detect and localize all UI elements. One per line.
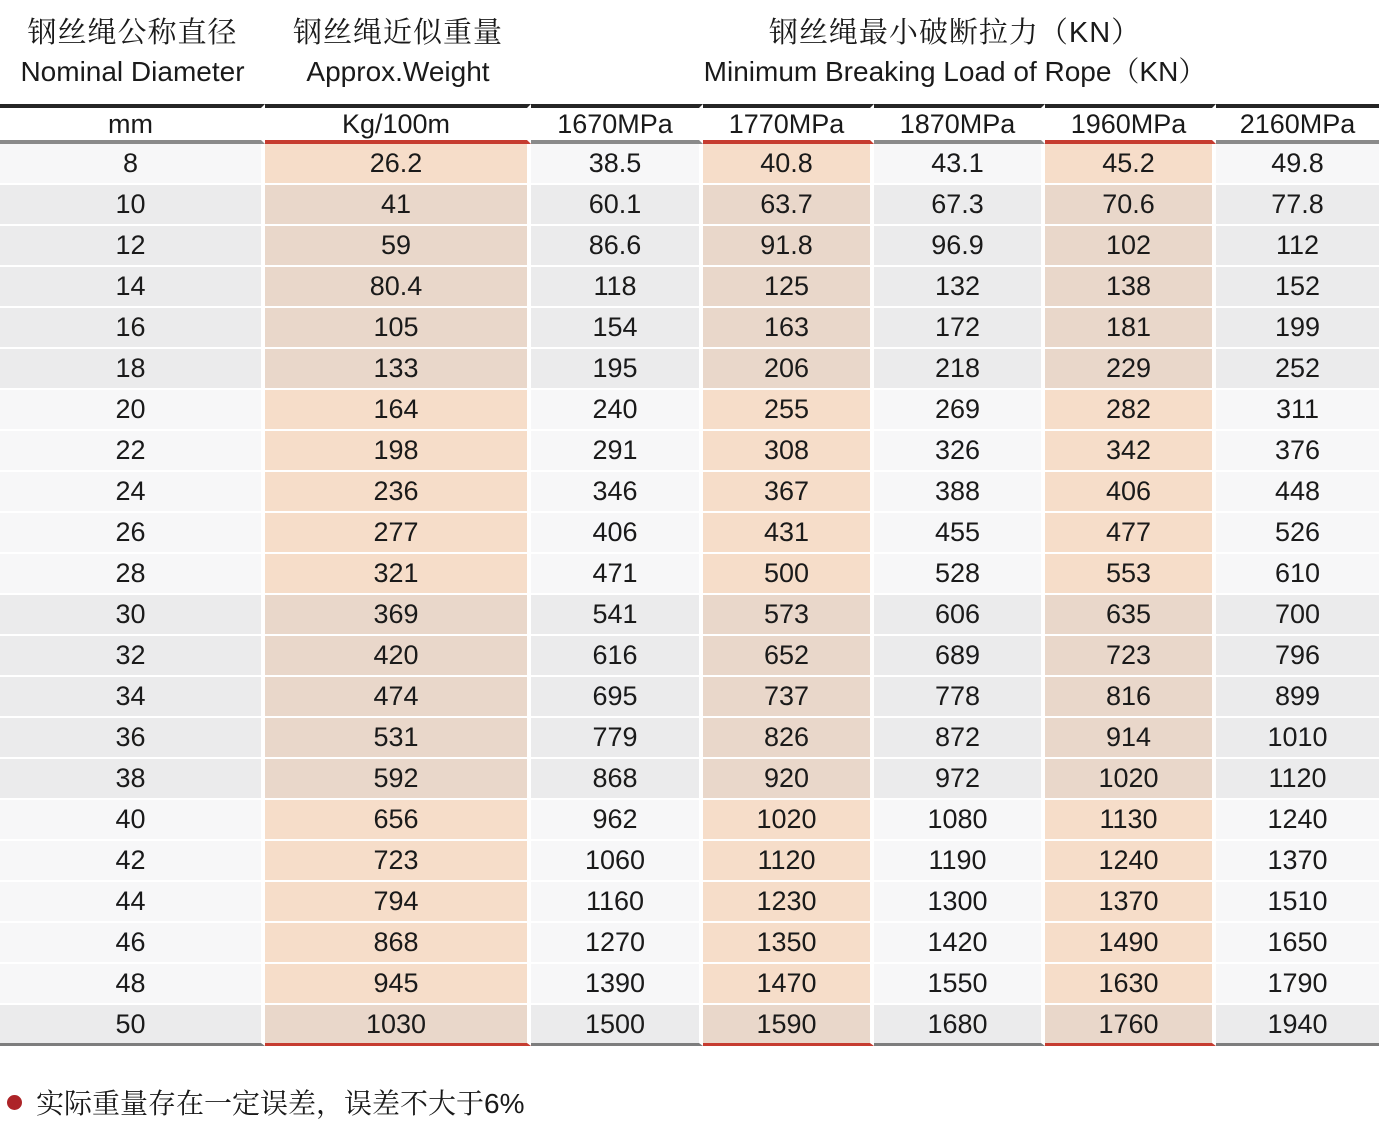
cell: 606 <box>874 595 1045 636</box>
cell: 50 <box>0 1005 265 1046</box>
cell: 26 <box>0 513 265 554</box>
cell: 635 <box>1045 595 1216 636</box>
cell: 346 <box>531 472 703 513</box>
cell: 406 <box>531 513 703 554</box>
cell: 920 <box>703 759 874 800</box>
cell: 1650 <box>1216 923 1379 964</box>
table-row <box>0 595 1379 636</box>
cell: 30 <box>0 595 265 636</box>
cell: 1370 <box>1045 882 1216 923</box>
cell: 1300 <box>874 882 1045 923</box>
cell: 60.1 <box>531 185 703 226</box>
cell: 816 <box>1045 677 1216 718</box>
cell: 500 <box>703 554 874 595</box>
cell: 652 <box>703 636 874 677</box>
cell: 1270 <box>531 923 703 964</box>
cell: 406 <box>1045 472 1216 513</box>
cell: 1790 <box>1216 964 1379 1005</box>
table-row <box>0 882 1379 923</box>
cell: 1390 <box>531 964 703 1005</box>
cell: 16 <box>0 308 265 349</box>
cell: 471 <box>531 554 703 595</box>
cell: 826 <box>703 718 874 759</box>
cell: 206 <box>703 349 874 390</box>
table-row <box>0 677 1379 718</box>
table-row <box>0 636 1379 677</box>
cell: 1630 <box>1045 964 1216 1005</box>
cell: 40 <box>0 800 265 841</box>
header-group-row <box>0 0 1379 104</box>
cell: 240 <box>531 390 703 431</box>
cell: 868 <box>265 923 531 964</box>
column-header-1770mpa: 1770MPa <box>703 104 874 144</box>
cell: 972 <box>874 759 1045 800</box>
cell: 616 <box>531 636 703 677</box>
cell: 1510 <box>1216 882 1379 923</box>
cell: 152 <box>1216 267 1379 308</box>
cell: 1240 <box>1216 800 1379 841</box>
cell: 10 <box>0 185 265 226</box>
column-header-kg-100m: Kg/100m <box>265 104 531 144</box>
cell: 1160 <box>531 882 703 923</box>
cell: 172 <box>874 308 1045 349</box>
cell: 723 <box>265 841 531 882</box>
cell: 198 <box>265 431 531 472</box>
cell: 737 <box>703 677 874 718</box>
cell: 321 <box>265 554 531 595</box>
footnote <box>0 1082 1379 1122</box>
cell: 388 <box>874 472 1045 513</box>
cell: 1240 <box>1045 841 1216 882</box>
cell: 163 <box>703 308 874 349</box>
cell: 1020 <box>703 800 874 841</box>
cell: 1490 <box>1045 923 1216 964</box>
cell: 164 <box>265 390 531 431</box>
cell: 526 <box>1216 513 1379 554</box>
cell: 794 <box>265 882 531 923</box>
column-header-1960mpa: 1960MPa <box>1045 104 1216 144</box>
cell: 105 <box>265 308 531 349</box>
cell: 41 <box>265 185 531 226</box>
cell: 700 <box>1216 595 1379 636</box>
cell: 541 <box>531 595 703 636</box>
cell: 311 <box>1216 390 1379 431</box>
cell: 1350 <box>703 923 874 964</box>
column-header-mm: mm <box>0 104 265 144</box>
footnote-text: 实际重量存在一定误差，误差不大于6% <box>36 1088 525 1119</box>
cell: 1470 <box>703 964 874 1005</box>
cell: 689 <box>874 636 1045 677</box>
column-header-1670mpa: 1670MPa <box>531 104 703 144</box>
table-row <box>0 390 1379 431</box>
cell: 96.9 <box>874 226 1045 267</box>
cell: 868 <box>531 759 703 800</box>
cell: 28 <box>0 554 265 595</box>
cell: 70.6 <box>1045 185 1216 226</box>
cell: 32 <box>0 636 265 677</box>
cell: 138 <box>1045 267 1216 308</box>
cell: 455 <box>874 513 1045 554</box>
column-header-2160mpa: 2160MPa <box>1216 104 1379 144</box>
cell: 420 <box>265 636 531 677</box>
cell: 656 <box>265 800 531 841</box>
cell: 42 <box>0 841 265 882</box>
cell: 1020 <box>1045 759 1216 800</box>
table-row <box>0 964 1379 1005</box>
header-breaking-load <box>531 0 1379 104</box>
cell: 91.8 <box>703 226 874 267</box>
cell: 80.4 <box>265 267 531 308</box>
table-row <box>0 759 1379 800</box>
cell: 448 <box>1216 472 1379 513</box>
cell: 63.7 <box>703 185 874 226</box>
column-header-1870mpa: 1870MPa <box>874 104 1045 144</box>
cell: 899 <box>1216 677 1379 718</box>
cell: 255 <box>703 390 874 431</box>
cell: 477 <box>1045 513 1216 554</box>
cell: 1680 <box>874 1005 1045 1046</box>
cell: 102 <box>1045 226 1216 267</box>
cell: 26.2 <box>265 144 531 185</box>
cell: 48 <box>0 964 265 1005</box>
cell: 46 <box>0 923 265 964</box>
cell: 553 <box>1045 554 1216 595</box>
table-row <box>0 718 1379 759</box>
header-approx-weight <box>265 0 531 104</box>
cell: 195 <box>531 349 703 390</box>
cell: 573 <box>703 595 874 636</box>
table-row <box>0 841 1379 882</box>
cell: 1010 <box>1216 718 1379 759</box>
table-row <box>0 144 1379 185</box>
cell: 1420 <box>874 923 1045 964</box>
cell: 342 <box>1045 431 1216 472</box>
cell: 376 <box>1216 431 1379 472</box>
table-row <box>0 267 1379 308</box>
cell: 1590 <box>703 1005 874 1046</box>
table-row <box>0 800 1379 841</box>
cell: 22 <box>0 431 265 472</box>
cell: 1230 <box>703 882 874 923</box>
cell: 1940 <box>1216 1005 1379 1046</box>
cell: 1030 <box>265 1005 531 1046</box>
header-nominal-diameter-zh: 钢丝绳公称直径 <box>27 17 238 49</box>
table-row <box>0 349 1379 390</box>
cell: 20 <box>0 390 265 431</box>
cell: 308 <box>703 431 874 472</box>
cell: 112 <box>1216 226 1379 267</box>
cell: 40.8 <box>703 144 874 185</box>
cell: 133 <box>265 349 531 390</box>
table-row <box>0 472 1379 513</box>
cell: 125 <box>703 267 874 308</box>
cell: 1120 <box>1216 759 1379 800</box>
table-row <box>0 308 1379 349</box>
cell: 610 <box>1216 554 1379 595</box>
cell: 1370 <box>1216 841 1379 882</box>
cell: 86.6 <box>531 226 703 267</box>
cell: 38 <box>0 759 265 800</box>
cell: 181 <box>1045 308 1216 349</box>
cell: 49.8 <box>1216 144 1379 185</box>
header-approx-weight-zh: 钢丝绳近似重量 <box>292 17 503 49</box>
cell: 1120 <box>703 841 874 882</box>
cell: 291 <box>531 431 703 472</box>
cell: 778 <box>874 677 1045 718</box>
cell: 14 <box>0 267 265 308</box>
cell: 592 <box>265 759 531 800</box>
cell: 326 <box>874 431 1045 472</box>
cell: 1760 <box>1045 1005 1216 1046</box>
table-row <box>0 513 1379 554</box>
table-row <box>0 185 1379 226</box>
table-row <box>0 554 1379 595</box>
cell: 12 <box>0 226 265 267</box>
column-header-row <box>0 104 1379 144</box>
cell: 277 <box>265 513 531 554</box>
table-row <box>0 1005 1379 1046</box>
cell: 34 <box>0 677 265 718</box>
cell: 367 <box>703 472 874 513</box>
cell: 1060 <box>531 841 703 882</box>
table-row <box>0 431 1379 472</box>
cell: 695 <box>531 677 703 718</box>
cell: 154 <box>531 308 703 349</box>
cell: 1130 <box>1045 800 1216 841</box>
cell: 118 <box>531 267 703 308</box>
cell: 914 <box>1045 718 1216 759</box>
cell: 38.5 <box>531 144 703 185</box>
cell: 59 <box>265 226 531 267</box>
cell: 218 <box>874 349 1045 390</box>
cell: 236 <box>265 472 531 513</box>
cell: 18 <box>0 349 265 390</box>
cell: 282 <box>1045 390 1216 431</box>
cell: 199 <box>1216 308 1379 349</box>
cell: 77.8 <box>1216 185 1379 226</box>
table-row <box>0 226 1379 267</box>
cell: 8 <box>0 144 265 185</box>
cell: 44 <box>0 882 265 923</box>
cell: 1190 <box>874 841 1045 882</box>
cell: 945 <box>265 964 531 1005</box>
bullet-icon <box>7 1095 22 1110</box>
header-nominal-diameter-en: Nominal Diameter <box>20 56 245 87</box>
cell: 962 <box>531 800 703 841</box>
cell: 45.2 <box>1045 144 1216 185</box>
cell: 1550 <box>874 964 1045 1005</box>
table-row <box>0 923 1379 964</box>
cell: 36 <box>0 718 265 759</box>
cell: 474 <box>265 677 531 718</box>
cell: 1500 <box>531 1005 703 1046</box>
cell: 431 <box>703 513 874 554</box>
header-breaking-load-zh: 钢丝绳最小破断拉力（KN） <box>768 17 1142 49</box>
cell: 229 <box>1045 349 1216 390</box>
cell: 369 <box>265 595 531 636</box>
cell: 779 <box>531 718 703 759</box>
cell: 132 <box>874 267 1045 308</box>
cell: 269 <box>874 390 1045 431</box>
cell: 252 <box>1216 349 1379 390</box>
cell: 531 <box>265 718 531 759</box>
cell: 796 <box>1216 636 1379 677</box>
header-breaking-load-en: Minimum Breaking Load of Rope（KN） <box>703 56 1207 87</box>
header-nominal-diameter <box>0 0 265 104</box>
cell: 43.1 <box>874 144 1045 185</box>
cell: 723 <box>1045 636 1216 677</box>
cell: 872 <box>874 718 1045 759</box>
header-approx-weight-en: Approx.Weight <box>306 56 490 87</box>
cell: 24 <box>0 472 265 513</box>
cell: 67.3 <box>874 185 1045 226</box>
cell: 528 <box>874 554 1045 595</box>
cell: 1080 <box>874 800 1045 841</box>
